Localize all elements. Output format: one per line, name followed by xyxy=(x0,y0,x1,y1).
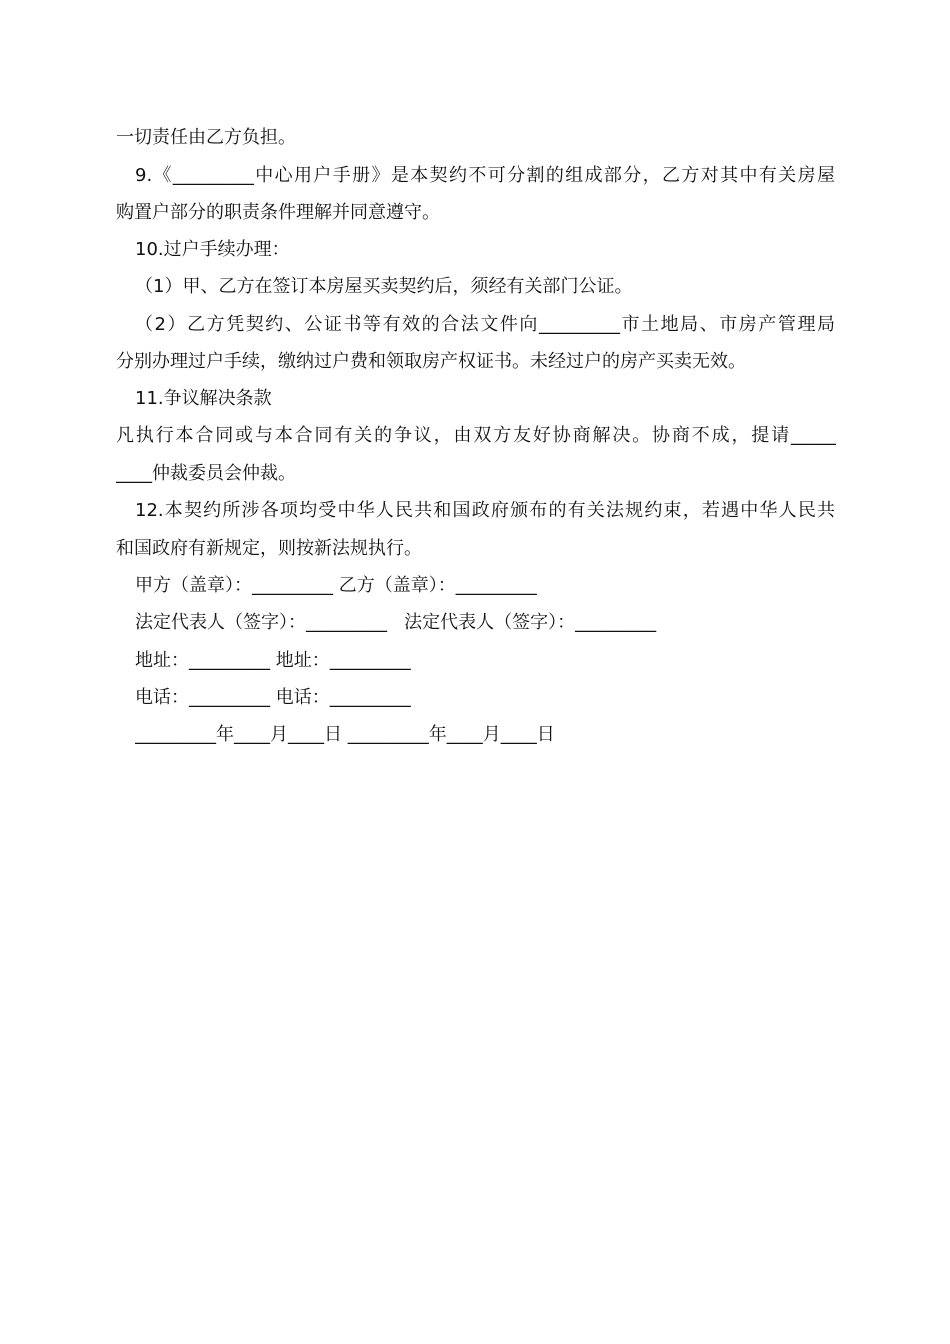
clause-9-line-1: 9.《_________中心用户手册》是本契约不可分割的组成部分，乙方对其中有关房屋 xyxy=(135,165,835,186)
clause-11-line-2: ____仲裁委员会仲裁。 xyxy=(116,463,296,484)
party-a-representative: 法定代表人（签字）：_________ xyxy=(135,612,387,633)
clause-10-heading: 10.过户手续办理： xyxy=(135,239,290,260)
clause-12-line-1: 12.本契约所涉各项均受中华人民共和国政府颁布的有关法规约束，若遇中华人民共 xyxy=(135,500,835,521)
signature-representative-row xyxy=(135,611,835,635)
party-b-phone: 电话：_________ xyxy=(275,687,411,708)
clause-10-item-2-line-1: （2）乙方凭契约、公证书等有效的合法文件向_________市土地局、市房产管理局 xyxy=(135,314,835,335)
signature-phone-row xyxy=(135,686,835,710)
signature-seal-row xyxy=(135,574,835,598)
party-a-address: 地址：_________ xyxy=(135,650,270,671)
party-a-seal: 甲方（盖章）：_________ xyxy=(135,575,333,596)
clause-9-line-2: 购置户部分的职责条件理解并同意遵守。 xyxy=(116,202,440,223)
clause-11-line-1: 凡执行本合同或与本合同有关的争议，由双方友好协商解决。协商不成，提请_____ xyxy=(116,425,836,446)
party-b-date: _________年____月____日 xyxy=(347,724,555,745)
party-b-representative: 法定代表人（签字）：_________ xyxy=(404,612,657,633)
clause-10-item-1: （1）甲、乙方在签订本房屋买卖契约后，须经有关部门公证。 xyxy=(135,276,633,297)
party-a-date: _________年____月____日 xyxy=(135,724,342,745)
signature-address-row xyxy=(135,649,835,673)
party-a-phone: 电话：_________ xyxy=(135,687,270,708)
text-line-liability: 一切责任由乙方负担。 xyxy=(116,127,296,148)
clause-11-heading: 11.争议解决条款 xyxy=(135,388,272,409)
party-b-seal: 乙方（盖章）：_________ xyxy=(338,575,537,596)
clause-12-line-2: 和国政府有新规定，则按新法规执行。 xyxy=(116,538,422,559)
party-b-address: 地址：_________ xyxy=(275,650,411,671)
signature-date-row xyxy=(135,723,835,747)
clause-10-item-2-line-2: 分别办理过户手续，缴纳过户费和领取房产权证书。未经过户的房产买卖无效。 xyxy=(116,351,746,372)
